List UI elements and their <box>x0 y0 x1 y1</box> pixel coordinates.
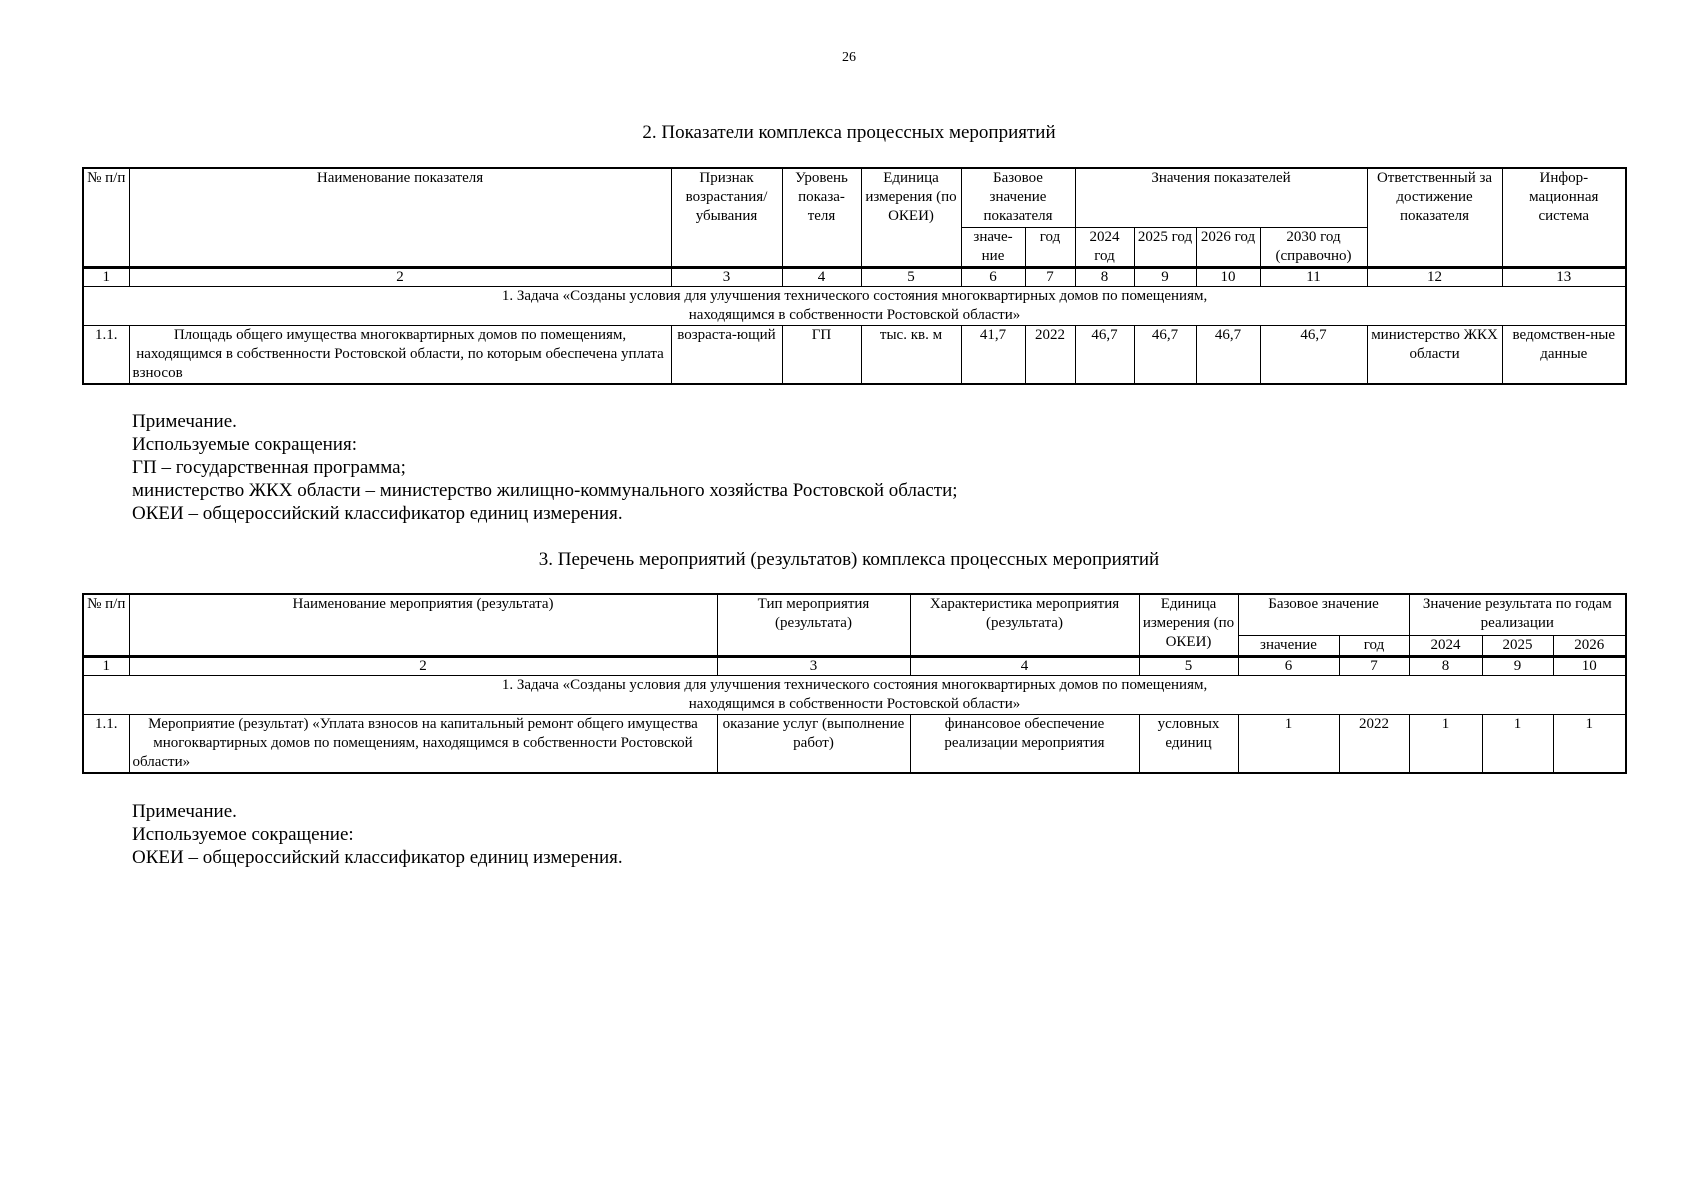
col-number: 8 <box>1409 656 1482 675</box>
row-name: Мероприятие (результат) «Уплата взносов на капитальный ремонт общего имущества многоквартирных домов по помещениям, находящимся в собственности Ростовской области» <box>129 714 717 773</box>
note-section-2 <box>132 410 958 525</box>
note-line: Используемое сокращение: <box>132 824 354 845</box>
row-2025: 1 <box>1482 714 1553 773</box>
column-numbers-row <box>83 656 1626 675</box>
row-responsible: министерство ЖКХ области <box>1367 325 1502 384</box>
col-number: 8 <box>1075 267 1134 286</box>
col-number: 7 <box>1339 656 1409 675</box>
col-number: 5 <box>861 267 961 286</box>
header-2024: 2024 <box>1409 635 1482 656</box>
col-number: 4 <box>910 656 1139 675</box>
indicators-table <box>82 167 1627 385</box>
header-values: Значения показателей <box>1075 168 1367 227</box>
activities-table <box>82 593 1627 774</box>
header-2026: 2026 <box>1553 635 1626 656</box>
section-3-title: 3. Перечень мероприятий (результатов) комплекса процессных мероприятий <box>538 549 1160 570</box>
row-num: 1.1. <box>83 714 129 773</box>
col-number: 6 <box>961 267 1025 286</box>
col-number: 1 <box>83 267 129 286</box>
header-sign: Признак возрастания/ убывания <box>671 168 782 267</box>
header-num: № п/п <box>83 594 129 656</box>
note-line: Примечание. <box>132 411 237 432</box>
row-base-year: 2022 <box>1025 325 1075 384</box>
col-number: 11 <box>1260 267 1367 286</box>
row-base-value: 41,7 <box>961 325 1025 384</box>
header-2030: 2030 год (справочно) <box>1260 227 1367 267</box>
header-responsible: Ответственный за достижение показателя <box>1367 168 1502 267</box>
header-base-year: год <box>1025 227 1075 267</box>
task-row: 1. Задача «Созданы условия для улучшения технического состояния многоквартирных домов по помещениям, находящимся в собственности Ростовской области» <box>83 675 1626 714</box>
column-numbers-row <box>83 267 1626 286</box>
col-number: 2 <box>129 267 671 286</box>
col-number: 3 <box>717 656 910 675</box>
header-num: № п/п <box>83 168 129 267</box>
header-base-value: значе-ние <box>961 227 1025 267</box>
row-num: 1.1. <box>83 325 129 384</box>
note-line: Примечание. <box>132 801 237 822</box>
header-result: Значение результата по годам реализации <box>1409 594 1626 635</box>
col-number: 4 <box>782 267 861 286</box>
table-row <box>83 714 1626 773</box>
task-row: 1. Задача «Созданы условия для улучшения технического состояния многоквартирных домов по помещениям, находящимся в собственности Ростовской области» <box>83 286 1626 325</box>
header-unit: Единица измерения (по ОКЕИ) <box>861 168 961 267</box>
header-2025: 2025 год <box>1134 227 1196 267</box>
page-number: 26 <box>842 50 856 65</box>
row-info: ведомствен-ные данные <box>1502 325 1626 384</box>
row-sign: возраста-ющий <box>671 325 782 384</box>
note-line: Используемые сокращения: <box>132 434 357 455</box>
row-characteristic: финансовое обеспечение реализации мероприятия <box>910 714 1139 773</box>
col-number: 9 <box>1482 656 1553 675</box>
col-number: 7 <box>1025 267 1075 286</box>
header-2026: 2026 год <box>1196 227 1260 267</box>
section-2-title: 2. Показатели комплекса процессных мероприятий <box>642 122 1056 143</box>
row-type: оказание услуг (выполнение работ) <box>717 714 910 773</box>
col-number: 3 <box>671 267 782 286</box>
col-number: 13 <box>1502 267 1626 286</box>
header-name: Наименование мероприятия (результата) <box>129 594 717 656</box>
col-number: 12 <box>1367 267 1502 286</box>
header-level: Уровень показа-теля <box>782 168 861 267</box>
row-2026: 46,7 <box>1196 325 1260 384</box>
row-2025: 46,7 <box>1134 325 1196 384</box>
row-name: Площадь общего имущества многоквартирных домов по помещениям, находящимся в собственности Ростовской области, по которым обеспечена уплата взносов <box>129 325 671 384</box>
row-2026: 1 <box>1553 714 1626 773</box>
header-type: Тип мероприятия (результата) <box>717 594 910 656</box>
header-info: Инфор-мационная система <box>1502 168 1626 267</box>
table-row <box>83 325 1626 384</box>
col-number: 10 <box>1196 267 1260 286</box>
row-base-year: 2022 <box>1339 714 1409 773</box>
header-base: Базовое значение <box>1238 594 1409 635</box>
col-number: 9 <box>1134 267 1196 286</box>
row-2024: 46,7 <box>1075 325 1134 384</box>
col-number: 2 <box>129 656 717 675</box>
note-line: ОКЕИ – общероссийский классификатор единиц измерения. <box>132 847 623 868</box>
col-number: 10 <box>1553 656 1626 675</box>
header-name: Наименование показателя <box>129 168 671 267</box>
note-section-3 <box>132 800 623 869</box>
header-2024: 2024 год <box>1075 227 1134 267</box>
header-base-year: год <box>1339 635 1409 656</box>
col-number: 1 <box>83 656 129 675</box>
row-2030: 46,7 <box>1260 325 1367 384</box>
row-unit: тыс. кв. м <box>861 325 961 384</box>
header-unit: Единица измерения (по ОКЕИ) <box>1139 594 1238 656</box>
row-base-value: 1 <box>1238 714 1339 773</box>
row-unit: условных единиц <box>1139 714 1238 773</box>
header-base: Базовое значение показателя <box>961 168 1075 227</box>
header-2025: 2025 <box>1482 635 1553 656</box>
note-line: ГП – государственная программа; <box>132 457 406 478</box>
col-number: 6 <box>1238 656 1339 675</box>
row-level: ГП <box>782 325 861 384</box>
header-base-value: значение <box>1238 635 1339 656</box>
note-line: министерство ЖКХ области – министерство жилищно-коммунального хозяйства Ростовской области; <box>132 480 958 501</box>
header-characteristic: Характеристика мероприятия (результата) <box>910 594 1139 656</box>
note-line: ОКЕИ – общероссийский классификатор единиц измерения. <box>132 503 623 524</box>
col-number: 5 <box>1139 656 1238 675</box>
row-2024: 1 <box>1409 714 1482 773</box>
